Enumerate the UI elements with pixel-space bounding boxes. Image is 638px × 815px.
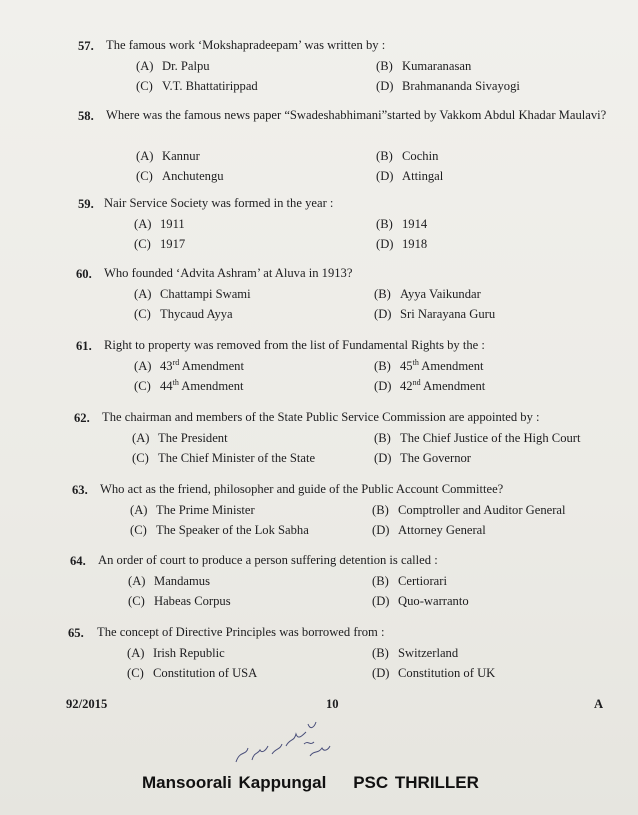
option-text: Constitution of USA	[153, 666, 258, 680]
answer-option	[136, 78, 258, 94]
option-letter: (A)	[134, 359, 152, 373]
answer-option	[127, 665, 257, 681]
option-letter: (D)	[374, 307, 392, 321]
answer-option	[372, 522, 486, 538]
option-text: Chattampi Swami	[160, 287, 251, 301]
option-letter: (D)	[376, 169, 394, 183]
question-number: 58.	[78, 109, 94, 123]
option-text: 44th Amendment	[160, 378, 244, 393]
answer-option	[136, 148, 200, 164]
question-text: The chairman and members of the State Public Service Commission are appointed by :	[102, 410, 540, 424]
answer-option	[376, 148, 438, 164]
option-letter: (A)	[127, 646, 145, 660]
question-number: 65.	[68, 626, 84, 640]
option-text: Certiorari	[398, 574, 447, 588]
option-text: Irish Republic	[153, 646, 225, 660]
handwritten-scribble	[228, 710, 348, 770]
option-text: Constitution of UK	[398, 666, 496, 680]
option-letter: (A)	[134, 287, 152, 301]
credit-brand: PSC THRILLER	[353, 773, 479, 792]
question-number: 61.	[76, 339, 92, 353]
option-letter: (B)	[372, 574, 389, 588]
option-letter: (A)	[132, 431, 150, 445]
answer-option	[374, 286, 481, 302]
answer-option	[132, 450, 315, 466]
question-number: 60.	[76, 267, 92, 281]
option-letter: (C)	[127, 666, 144, 680]
question-text: The famous work ‘Mokshapradeepam’ was written by :	[106, 38, 386, 52]
option-text: Ayya Vaikundar	[400, 287, 481, 301]
option-text: Brahmananda Sivayogi	[402, 79, 520, 93]
option-letter: (C)	[134, 237, 151, 251]
option-text: The Chief Justice of the High Court	[400, 431, 581, 445]
option-text: 1917	[160, 237, 186, 251]
answer-option	[134, 236, 185, 252]
option-text: Kannur	[162, 149, 200, 163]
option-letter: (D)	[372, 523, 390, 537]
answer-option	[374, 430, 580, 446]
answer-option	[372, 645, 458, 661]
answer-option	[376, 236, 427, 252]
option-text: 43rd Amendment	[160, 358, 244, 373]
answer-option	[127, 645, 225, 661]
answer-option	[376, 78, 520, 94]
answer-option	[132, 430, 228, 446]
option-text: Sri Narayana Guru	[400, 307, 496, 321]
answer-option	[372, 502, 566, 518]
option-letter: (D)	[374, 379, 392, 393]
answer-option	[374, 378, 485, 394]
answer-option	[134, 378, 244, 394]
option-text: V.T. Bhattatirippad	[162, 79, 258, 93]
question-number: 62.	[74, 411, 90, 425]
option-text: Comptroller and Auditor General	[398, 503, 566, 517]
answer-option	[134, 358, 244, 374]
answer-option	[376, 58, 471, 74]
question-text: Nair Service Society was formed in the year :	[104, 196, 334, 210]
option-letter: (D)	[374, 451, 392, 465]
option-letter: (B)	[374, 359, 391, 373]
option-text: The President	[158, 431, 228, 445]
option-letter: (A)	[128, 574, 146, 588]
option-letter: (B)	[376, 149, 393, 163]
option-letter: (C)	[132, 451, 149, 465]
answer-option	[372, 665, 495, 681]
answer-option	[374, 306, 495, 322]
answer-option	[374, 358, 484, 374]
option-letter: (D)	[376, 237, 394, 251]
option-letter: (A)	[136, 149, 154, 163]
option-text: Quo-warranto	[398, 594, 469, 608]
option-letter: (C)	[136, 79, 153, 93]
option-text: 42nd Amendment	[400, 378, 486, 393]
option-letter: (D)	[372, 594, 390, 608]
option-text: Switzerland	[398, 646, 459, 660]
question-number: 63.	[72, 483, 88, 497]
paper-code: 92/2015	[66, 697, 108, 711]
answer-option	[128, 593, 231, 609]
answer-option	[130, 522, 309, 538]
option-text: The Prime Minister	[156, 503, 255, 517]
question-number: 64.	[70, 554, 86, 568]
question-number: 59.	[78, 197, 94, 211]
answer-option	[136, 58, 210, 74]
answer-option	[376, 168, 443, 184]
question-text: An order of court to produce a person suffering detention is called :	[98, 553, 438, 567]
option-text: Habeas Corpus	[154, 594, 231, 608]
option-letter: (B)	[374, 431, 391, 445]
option-letter: (B)	[374, 287, 391, 301]
option-letter: (D)	[372, 666, 390, 680]
question-text: The concept of Directive Principles was borrowed from :	[97, 625, 385, 639]
option-letter: (C)	[136, 169, 153, 183]
question-text: Where was the famous news paper “Swadeshabhimani”started by Vakkom Abdul Khadar Maulavi?	[106, 108, 607, 122]
option-letter: (C)	[130, 523, 147, 537]
answer-option	[372, 593, 469, 609]
credit-name: Mansoorali Kappungal	[142, 773, 327, 792]
answer-option	[134, 306, 233, 322]
credit-line	[142, 773, 479, 793]
option-letter: (B)	[376, 59, 393, 73]
option-letter: (B)	[376, 217, 393, 231]
option-text: 1918	[402, 237, 428, 251]
option-text: Dr. Palpu	[162, 59, 210, 73]
answer-option	[136, 168, 224, 184]
question-number: 57.	[78, 39, 94, 53]
option-letter: (B)	[372, 503, 389, 517]
answer-option	[372, 573, 447, 589]
option-text: The Chief Minister of the State	[158, 451, 316, 465]
answer-option	[134, 216, 185, 232]
answer-option	[134, 286, 251, 302]
option-letter: (C)	[128, 594, 145, 608]
option-text: Thycaud Ayya	[160, 307, 233, 321]
option-text: The Speaker of the Lok Sabha	[156, 523, 309, 537]
question-text: Right to property was removed from the list of Fundamental Rights by the :	[104, 338, 485, 352]
series-letter: A	[594, 697, 604, 711]
question-text: Who act as the friend, philosopher and guide of the Public Account Committee?	[100, 482, 504, 496]
option-text: Attorney General	[398, 523, 486, 537]
option-letter: (D)	[376, 79, 394, 93]
option-letter: (C)	[134, 307, 151, 321]
answer-option	[374, 450, 471, 466]
answer-option	[376, 216, 427, 232]
option-text: 45th Amendment	[400, 358, 484, 373]
option-text: The Governor	[400, 451, 471, 465]
option-text: 1914	[402, 217, 428, 231]
answer-option	[128, 573, 210, 589]
page-number: 10	[326, 697, 339, 711]
option-text: Cochin	[402, 149, 439, 163]
option-text: Kumaranasan	[402, 59, 472, 73]
option-letter: (A)	[134, 217, 152, 231]
option-text: Anchutengu	[162, 169, 224, 183]
option-letter: (B)	[372, 646, 389, 660]
option-letter: (A)	[130, 503, 148, 517]
option-letter: (C)	[134, 379, 151, 393]
option-text: Mandamus	[154, 574, 210, 588]
answer-option	[130, 502, 255, 518]
option-letter: (A)	[136, 59, 154, 73]
option-text: 1911	[160, 217, 185, 231]
question-text: Who founded ‘Advita Ashram’ at Aluva in 1913?	[104, 266, 353, 280]
option-text: Attingal	[402, 169, 444, 183]
